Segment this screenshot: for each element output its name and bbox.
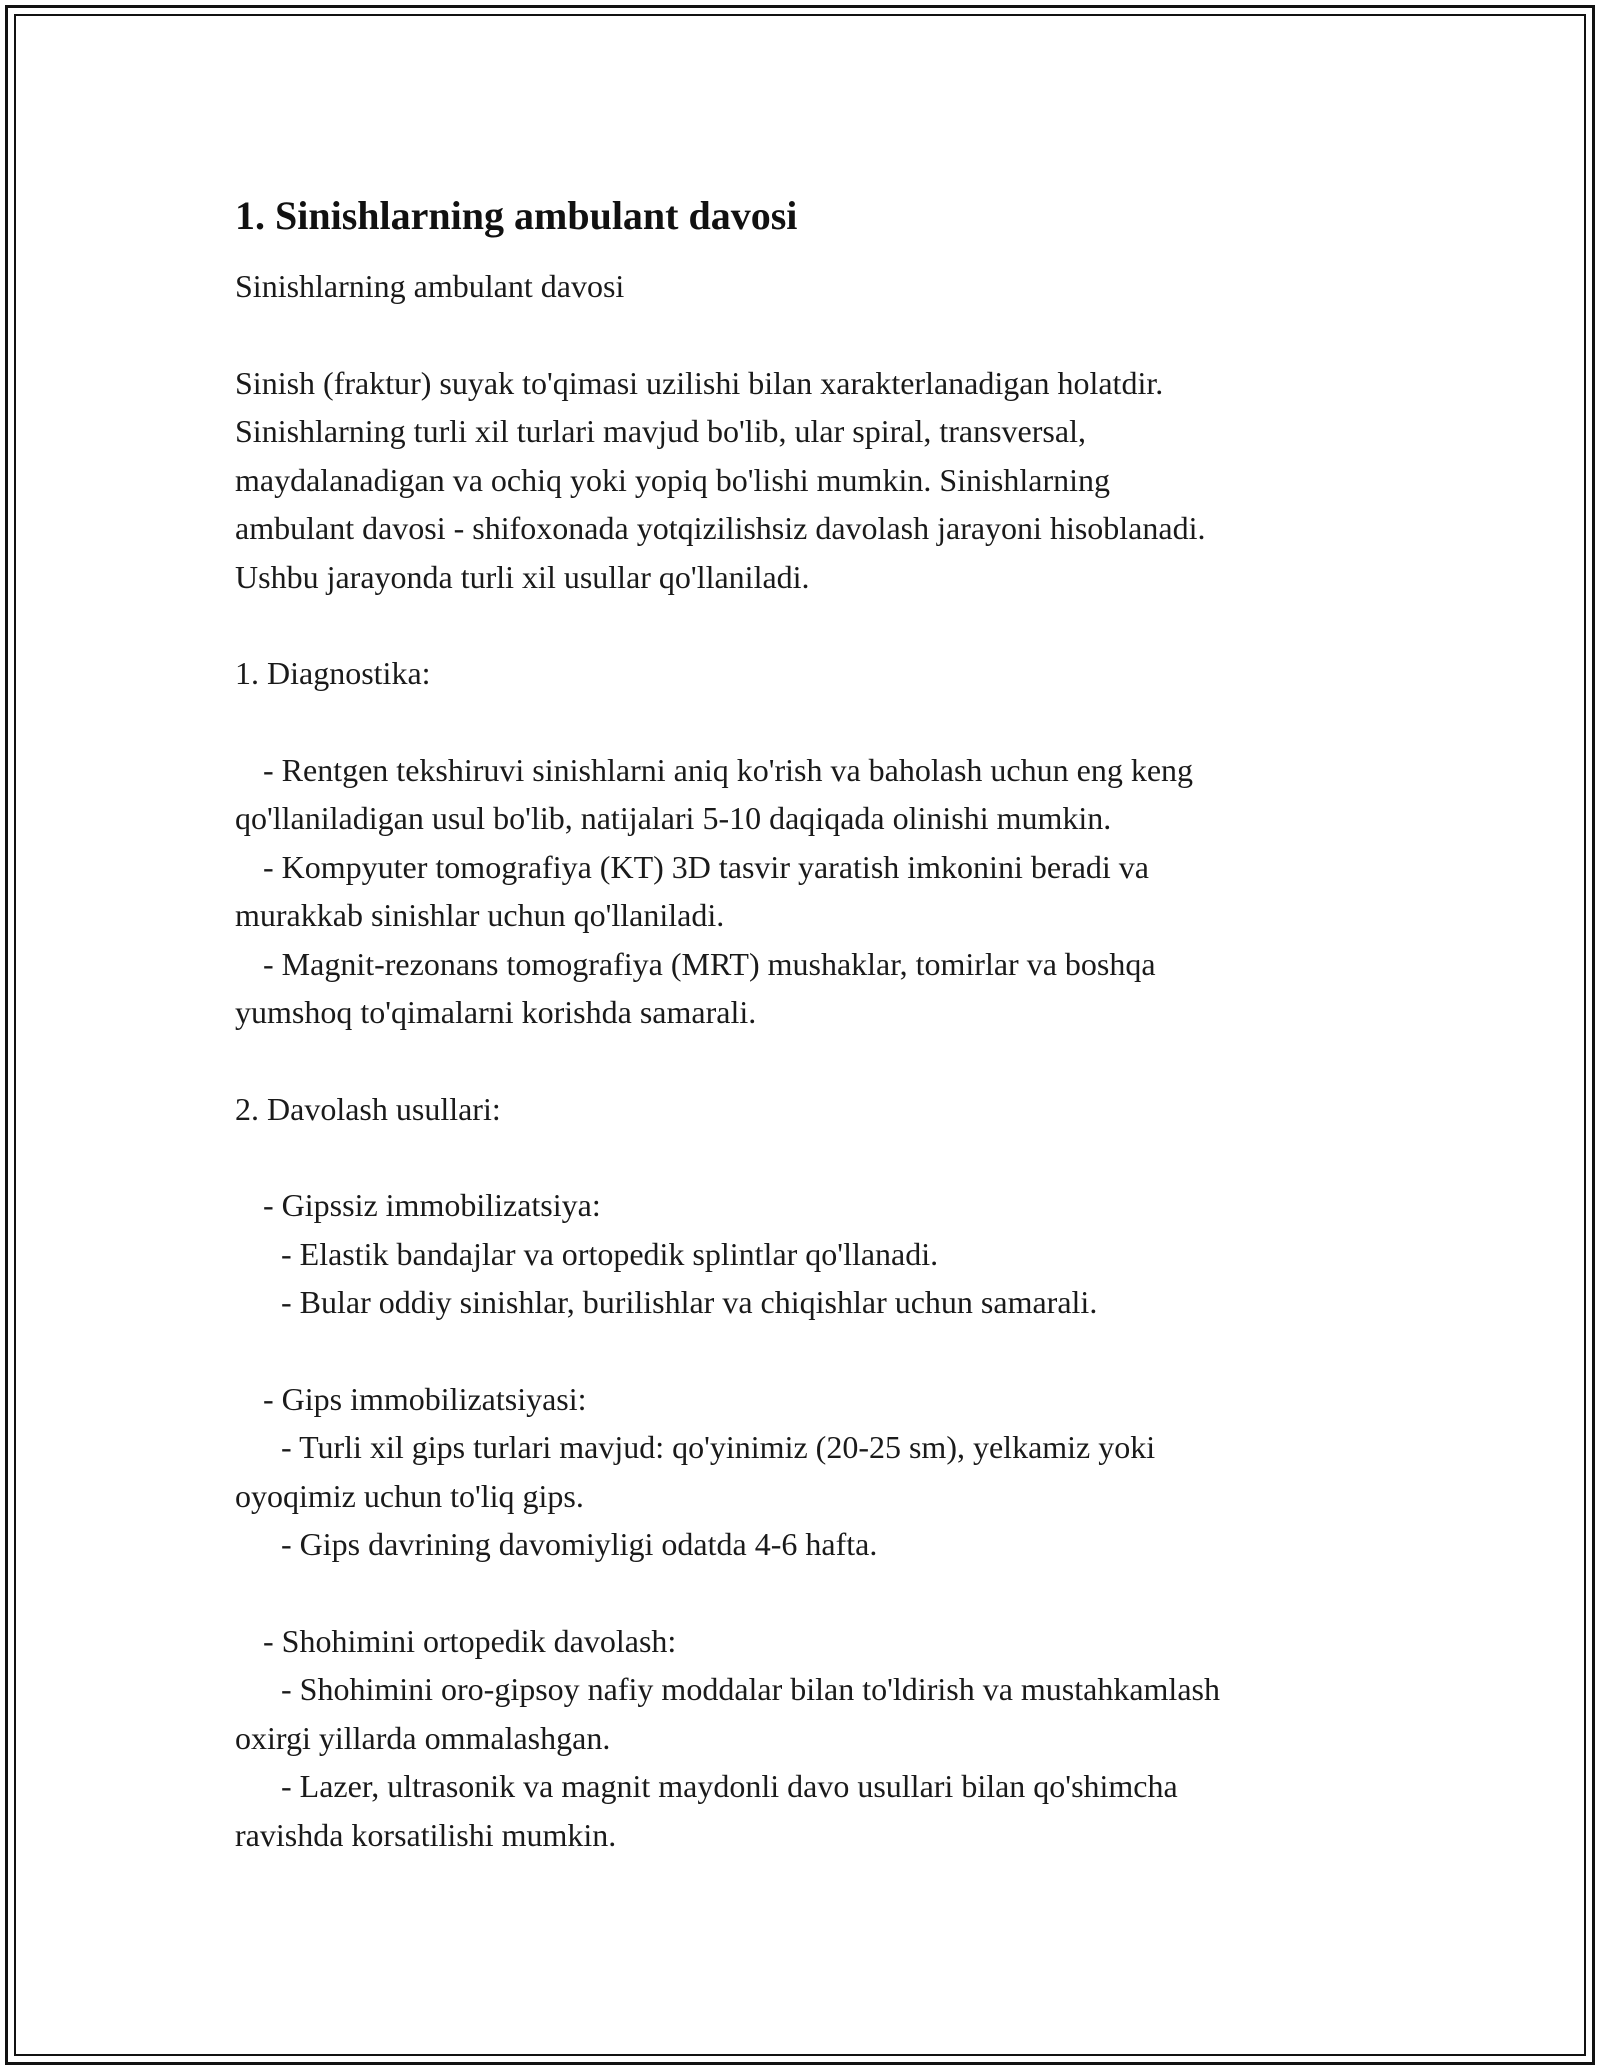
document-subtitle: Sinishlarning ambulant davosi (235, 268, 625, 304)
list-item: - Kompyuter tomografiya (KT) 3D tasvir yaratish imkonini beradi va (263, 848, 1149, 885)
intro-paragraph (235, 359, 1375, 602)
list-item-continuation: oyoqimiz uchun to'liq gips. (235, 1477, 584, 1514)
intro-line: Sinish (fraktur) suyak to'qimasi uzilishi bilan xarakterlanadigan holatdir. (235, 364, 1164, 401)
intro-line: Ushbu jarayonda turli xil usullar qo'llaniladi. (235, 558, 810, 595)
treatment-group (235, 1375, 1375, 1569)
section-title-diagnostics: 1. Diagnostika: (235, 655, 431, 691)
document-body (235, 188, 1375, 1859)
list-item: - Magnit-rezonans tomografiya (MRT) mushaklar, tomirlar va boshqa (263, 945, 1156, 982)
list-item-continuation: oxirgi yillarda ommalashgan. (235, 1719, 611, 1756)
intro-line: Sinishlarning turli xil turlari mavjud bo'lib, ular spiral, transversal, (235, 413, 1086, 449)
list-item: - Elastik bandajlar va ortopedik splintlar qo'llanadi. (281, 1235, 939, 1272)
list-item-continuation: yumshoq to'qimalarni korishda samarali. (235, 994, 757, 1030)
list-item: - Shohimini oro-gipsoy nafiy moddalar bilan to'ldirish va mustahkamlash (281, 1671, 1220, 1707)
section-title-treatment: 2. Davolash usullari: (235, 1090, 501, 1127)
document-heading: 1. Sinishlarning ambulant davosi (235, 193, 798, 238)
subsection-title: - Shohimini ortopedik davolash: (263, 1622, 677, 1659)
list-item: - Bular oddiy sinishlar, burilishlar va chiqishlar uchun samarali. (281, 1284, 1098, 1320)
list-item-continuation: qo'llaniladigan usul bo'lib, natijalari 5-10 daqiqada olinishi mumkin. (235, 800, 1112, 836)
diagnostics-list (235, 746, 1375, 1037)
treatment-group (235, 1617, 1375, 1860)
list-item: - Rentgen tekshiruvi sinishlarni aniq ko'rish va baholash uchun eng keng (263, 751, 1194, 788)
subsection-title: - Gipssiz immobilizatsiya: (263, 1187, 601, 1223)
list-item: - Gips davrining davomiyligi odatda 4-6 hafta. (281, 1526, 878, 1562)
list-item-continuation: murakkab sinishlar uchun qo'llaniladi. (235, 897, 725, 933)
list-item: - Lazer, ultrasonik va magnit maydonli davo usullari bilan qo'shimcha (281, 1768, 1178, 1804)
list-item: - Turli xil gips turlari mavjud: qo'yinimiz (20-25 sm), yelkamiz yoki (281, 1429, 1156, 1465)
intro-line: ambulant davosi - shifoxonada yotqizilishsiz davolash jarayoni hisoblanadi. (235, 510, 1206, 546)
list-item-continuation: ravishda korsatilishi mumkin. (235, 1816, 617, 1853)
treatment-group (235, 1181, 1375, 1327)
subsection-title: - Gips immobilizatsiyasi: (263, 1380, 587, 1417)
intro-line: maydalanadigan va ochiq yoki yopiq bo'lishi mumkin. Sinishlarning (235, 461, 1110, 498)
